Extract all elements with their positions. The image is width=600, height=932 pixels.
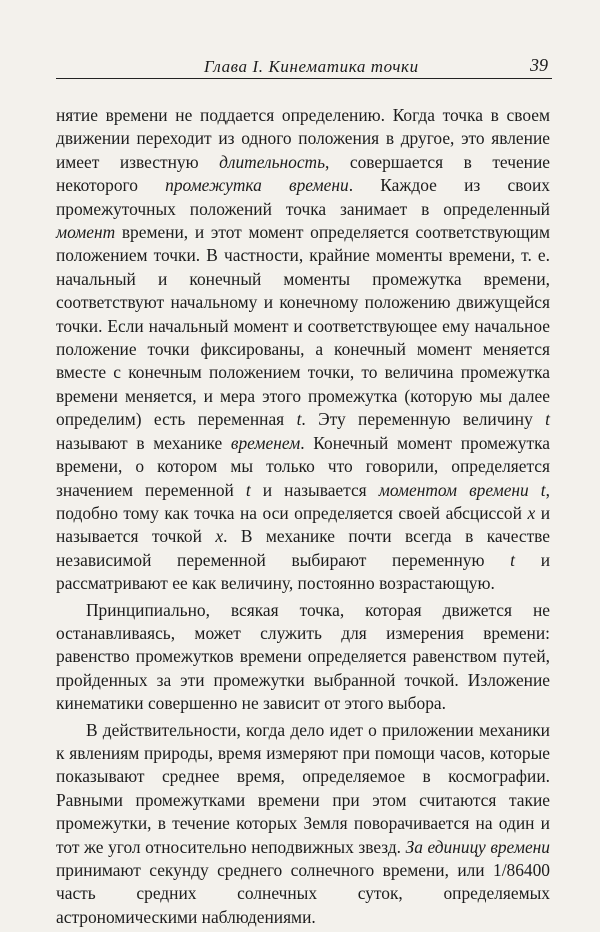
emphasized-term: t (545, 409, 550, 430)
text-run: . Каждое из своих промежуточных положений точка занимает в определенный (56, 175, 550, 219)
emphasized-term: t (296, 409, 302, 430)
text-run: и рассматривают ее как величину, постоянно возрастающую. (56, 549, 551, 594)
text-run: называют в механике (56, 432, 231, 453)
text-run: В действительности, когда дело идет о приложении механики к явлениям природы, время измеряют при помощи часов, которые показывают среднее время, определяемое в космографии. Равными промежутками времени при этом считаются такие промежутки, в течение которых Земля поворачивается на один и тот же угол относительно неподвижных звезд. (56, 719, 550, 857)
emphasized-term: x (215, 526, 224, 547)
body-text (56, 104, 550, 932)
emphasized-term: t (510, 549, 516, 570)
paragraph (56, 104, 550, 596)
emphasized-term: промежутка времени (165, 175, 349, 196)
text-run: нятие времени не поддается определению. Когда точка в своем движении переходит из одного положения в другое, это явление имеет известную (56, 105, 550, 172)
text-run: Принципиально, всякая точка, которая движется не останавливаясь, может служить для измерения времени: равенство промежутков времени определяется равенством путей, пройденных за эти промежутки выбранной точкой. Изложение кинематики совершенно не зависит от этого выбора. (56, 599, 550, 714)
text-run: принимают секунду среднего солнечного времени, или 1/86400 часть средних солнечных суток, определяемых астрономическими наблюдениями. (56, 860, 550, 927)
text-run: . Эту переменную величину (301, 409, 546, 430)
emphasized-term: t (245, 479, 251, 500)
paragraph (56, 599, 550, 716)
text-run: времени, и этот момент определяется соответствующим положением точки. В частности, крайние моменты времени, т. е. начальный и конечный моменты промежутка времени, соответствуют начальному и конечному положению движущейся точки. Если начальный момент и соответствующее ему начальное положение точки фиксированы, а конечный момент меняется вместе с конечным положением точки, то величина промежутка времени меняется, и мера этого промежутка (которую мы далее определим) есть переменная (56, 222, 550, 430)
emphasized-term: x (527, 502, 536, 523)
paragraph (56, 719, 550, 930)
running-title: Глава I. Кинематика точки (204, 57, 419, 76)
text-run: . В механике почти всегда в качестве независимой переменной выбирают переменную (56, 526, 551, 570)
text-run: . Конечный момент промежутка времени, о котором мы только что говорили, определяется значением переменной (56, 432, 550, 500)
running-header (56, 54, 552, 79)
emphasized-term: момент (56, 222, 116, 243)
page-number: 39 (530, 55, 548, 75)
emphasized-term: моментом времени t (378, 479, 546, 500)
text-run: и называется точкой (56, 502, 550, 547)
text-run: и называется (250, 479, 379, 500)
text-run: , подобно тому как точка на оси определяется своей абсциссой (56, 479, 550, 523)
emphasized-term: За единицу времени (405, 836, 550, 857)
emphasized-term: длительность (219, 151, 326, 172)
emphasized-term: временем (230, 432, 301, 453)
text-run: , совершается в течение некоторого (56, 151, 550, 196)
